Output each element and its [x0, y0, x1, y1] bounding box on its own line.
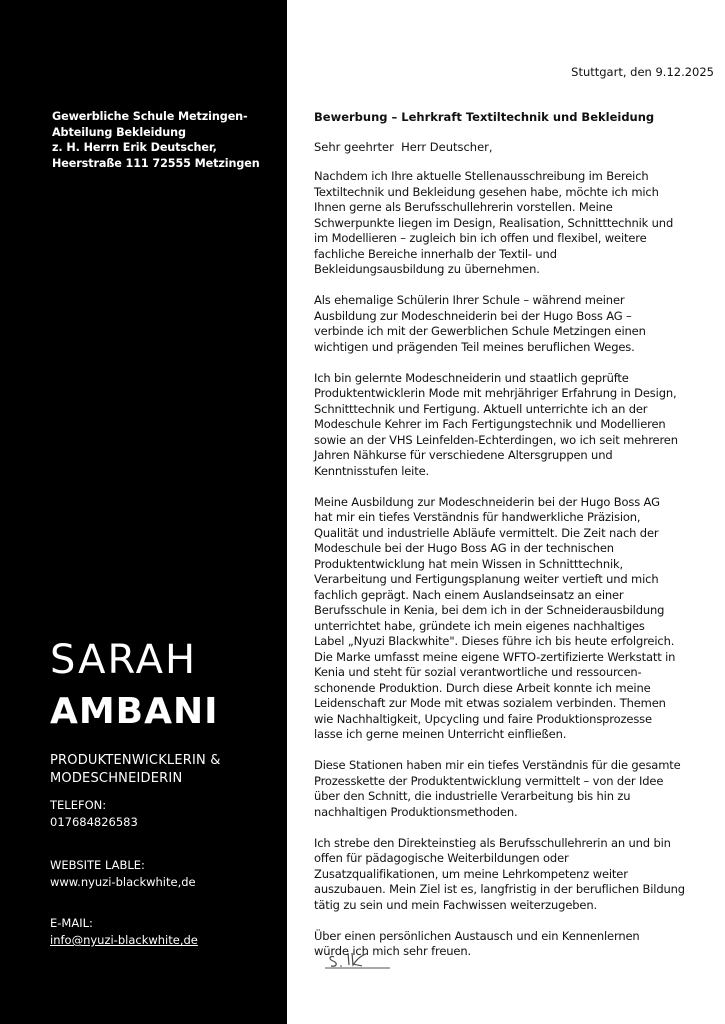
- recipient-line: z. H. Herrn Erik Deutscher,: [52, 141, 217, 154]
- paragraph-line: Label „Nyuzi Blackwhite". Dieses führe ich bis heute erfolgreich.: [314, 634, 675, 648]
- paragraph-line: Ihnen gerne als Berufsschullehrerin vorstellen. Meine: [314, 200, 613, 214]
- paragraph-line: Qualität und industrielle Abläufe vermittelt. Die Zeit nach der: [314, 525, 659, 540]
- paragraph-line: fachliche Bereiche innerhalb der Textil- und: [314, 246, 557, 261]
- paragraph-line: Bekleidungsausbildung zu übernehmen.: [314, 262, 540, 276]
- email-contact: [50, 915, 198, 949]
- phone-number: 017684826583: [50, 815, 138, 829]
- paragraph-line: Die Marke umfasst meine eigene WFTO-zertifizierte Werkstatt in: [314, 649, 676, 664]
- letter-date: Stuttgart, den 9.12.2025: [571, 65, 714, 79]
- paragraph-line: verbinde ich mit der Gewerblichen Schule Metzingen einen: [314, 324, 646, 338]
- paragraph-line: Kenntnisstufen leite.: [314, 463, 430, 478]
- paragraph-line: Ich bin gelernte Modeschneiderin und staatlich geprüfte: [314, 370, 629, 385]
- letter-paragraph: [314, 758, 714, 820]
- letter-paragraph: [314, 293, 714, 355]
- letter-paragraph: [314, 169, 714, 278]
- paragraph-line: Zusatzqualifikationen, um meine Lehrkompetenz weiter: [314, 866, 628, 881]
- website-contact: [50, 857, 196, 891]
- letter-paragraph: [314, 495, 714, 743]
- website-url: www.nyuzi-blackwhite,de: [50, 875, 196, 889]
- letter-paragraph: [314, 371, 714, 480]
- paragraph-line: unterrichtet habe, gründete ich mein eigenes nachhaltiges: [314, 618, 645, 633]
- paragraph-line: Ich strebe den Direkteinstieg als Berufsschullehrerin an und bin: [314, 835, 671, 850]
- paragraph-line: wichtigen und prägenden Teil meines beruflichen Weges.: [314, 339, 635, 354]
- applicant-last-name: AMBANI: [50, 691, 219, 732]
- letter-subject: Bewerbung – Lehrkraft Textiltechnik und Bekleidung: [314, 110, 655, 124]
- paragraph-line: Modeschule Kehrer im Fach Fertigungstechnik und Modellieren: [314, 417, 666, 431]
- applicant-role: [50, 752, 221, 788]
- paragraph-line: hat mir ein tiefes Verständnis für handwerkliche Präzision,: [314, 510, 641, 524]
- applicant-first-name: SARAH: [50, 637, 198, 683]
- paragraph-line: Diese Stationen haben mir ein tiefes Verständnis für die gesamte: [314, 758, 681, 772]
- paragraph-line: Leidenschaft zur Mode mit etwas sozialem verbinden. Themen: [314, 696, 666, 710]
- paragraph-line: Meine Ausbildung zur Modeschneiderin bei der Hugo Boss AG: [314, 494, 660, 509]
- letter-paragraph: [314, 836, 714, 914]
- email-link[interactable]: info@nyuzi-blackwhite,de: [50, 933, 198, 947]
- paragraph-line: würde ich mich sehr freuen.: [314, 944, 471, 958]
- paragraph-line: Prozesskette der Produktentwicklung vermittelt – von der Idee: [314, 773, 664, 788]
- paragraph-line: offen für pädagogische Weiterbildungen oder: [314, 851, 569, 865]
- paragraph-line: Textiltechnik und Bekleidung gesehen habe, möchte ich mich: [314, 184, 659, 199]
- paragraph-line: Modeschule bei der Hugo Boss AG in der technischen: [314, 541, 614, 555]
- paragraph-line: im Modellieren – zugleich bin ich offen und flexibel, weitere: [314, 231, 647, 245]
- paragraph-line: Kenia und steht für sozial verantwortliche und ressourcen-: [314, 665, 642, 679]
- recipient-address: [52, 109, 284, 171]
- paragraph-line: wie Nachhaltigkeit, Upcycling und faire Produktionsprozesse: [314, 711, 652, 726]
- paragraph-line: Produktentwicklerin Mode mit mehrjähriger Erfahrung in Design,: [314, 386, 677, 400]
- paragraph-line: Berufsschule in Kenia, bei dem ich in der Schneiderausbildung: [314, 603, 665, 617]
- paragraph-line: Ausbildung zur Modeschneiderin bei der Hugo Boss AG –: [314, 308, 632, 323]
- letter-salutation: Sehr geehrter Herr Deutscher,: [314, 140, 493, 154]
- paragraph-line: sowie an der VHS Leinfelden-Echterdingen, wo ich seit mehreren: [314, 432, 678, 447]
- recipient-line: Abteilung Bekleidung: [52, 125, 186, 139]
- website-label: WEBSITE LABLE:: [50, 858, 145, 872]
- letter-paragraphs: [314, 169, 714, 975]
- paragraph-line: Verarbeitung und Fertigungsplanung weiter vertieft und mich: [314, 572, 659, 586]
- paragraph-line: Schwerpunkte liegen im Design, Realisation, Schnitttechnik und: [314, 215, 674, 230]
- paragraph-line: über den Schnitt, die industrielle Verarbeitung bis hin zu: [314, 789, 631, 803]
- phone-contact: [50, 797, 138, 831]
- paragraph-line: schonende Produktion. Durch diese Arbeit konnte ich meine: [314, 680, 651, 695]
- paragraph-line: Jahren Nähkurse für verschiedene Altersgruppen und: [314, 448, 613, 462]
- paragraph-line: Produktentwicklung hat mein Wissen in Schnitttechnik,: [314, 556, 624, 571]
- paragraph-line: Über einen persönlichen Austausch und ein Kennenlernen: [314, 928, 640, 943]
- recipient-line: Heerstraße 111 72555 Metzingen: [52, 156, 260, 170]
- paragraph-line: auszubauen. Mein Ziel ist es, langfristig in der beruflichen Bildung: [314, 882, 685, 896]
- role-line: MODESCHNEIDERIN: [50, 771, 183, 786]
- paragraph-line: nachhaltigen Produktionsmethoden.: [314, 804, 518, 819]
- role-line: PRODUKTENWICKLERIN &: [50, 753, 221, 768]
- sidebar: [0, 0, 287, 1024]
- paragraph-line: fachlich geprägt. Nach einem Auslandseinsatz an einer: [314, 587, 624, 602]
- paragraph-line: Schnitttechnik und Fertigung. Aktuell unterrichte ich an der: [314, 401, 648, 416]
- paragraph-line: Als ehemalige Schülerin Ihrer Schule – während meiner: [314, 293, 625, 307]
- paragraph-line: tätig zu sein und mein Fachwissen weiterzugeben.: [314, 897, 597, 912]
- paragraph-line: Nachdem ich Ihre aktuelle Stellenausschreibung im Bereich: [314, 169, 649, 183]
- email-label: E-MAIL:: [50, 916, 93, 930]
- recipient-line: Gewerbliche Schule Metzingen-: [52, 110, 248, 123]
- signature-icon: [324, 945, 404, 975]
- phone-label: TELEFON:: [50, 798, 107, 812]
- paragraph-line: lasse ich gerne meinen Unterricht einfließen.: [314, 727, 567, 741]
